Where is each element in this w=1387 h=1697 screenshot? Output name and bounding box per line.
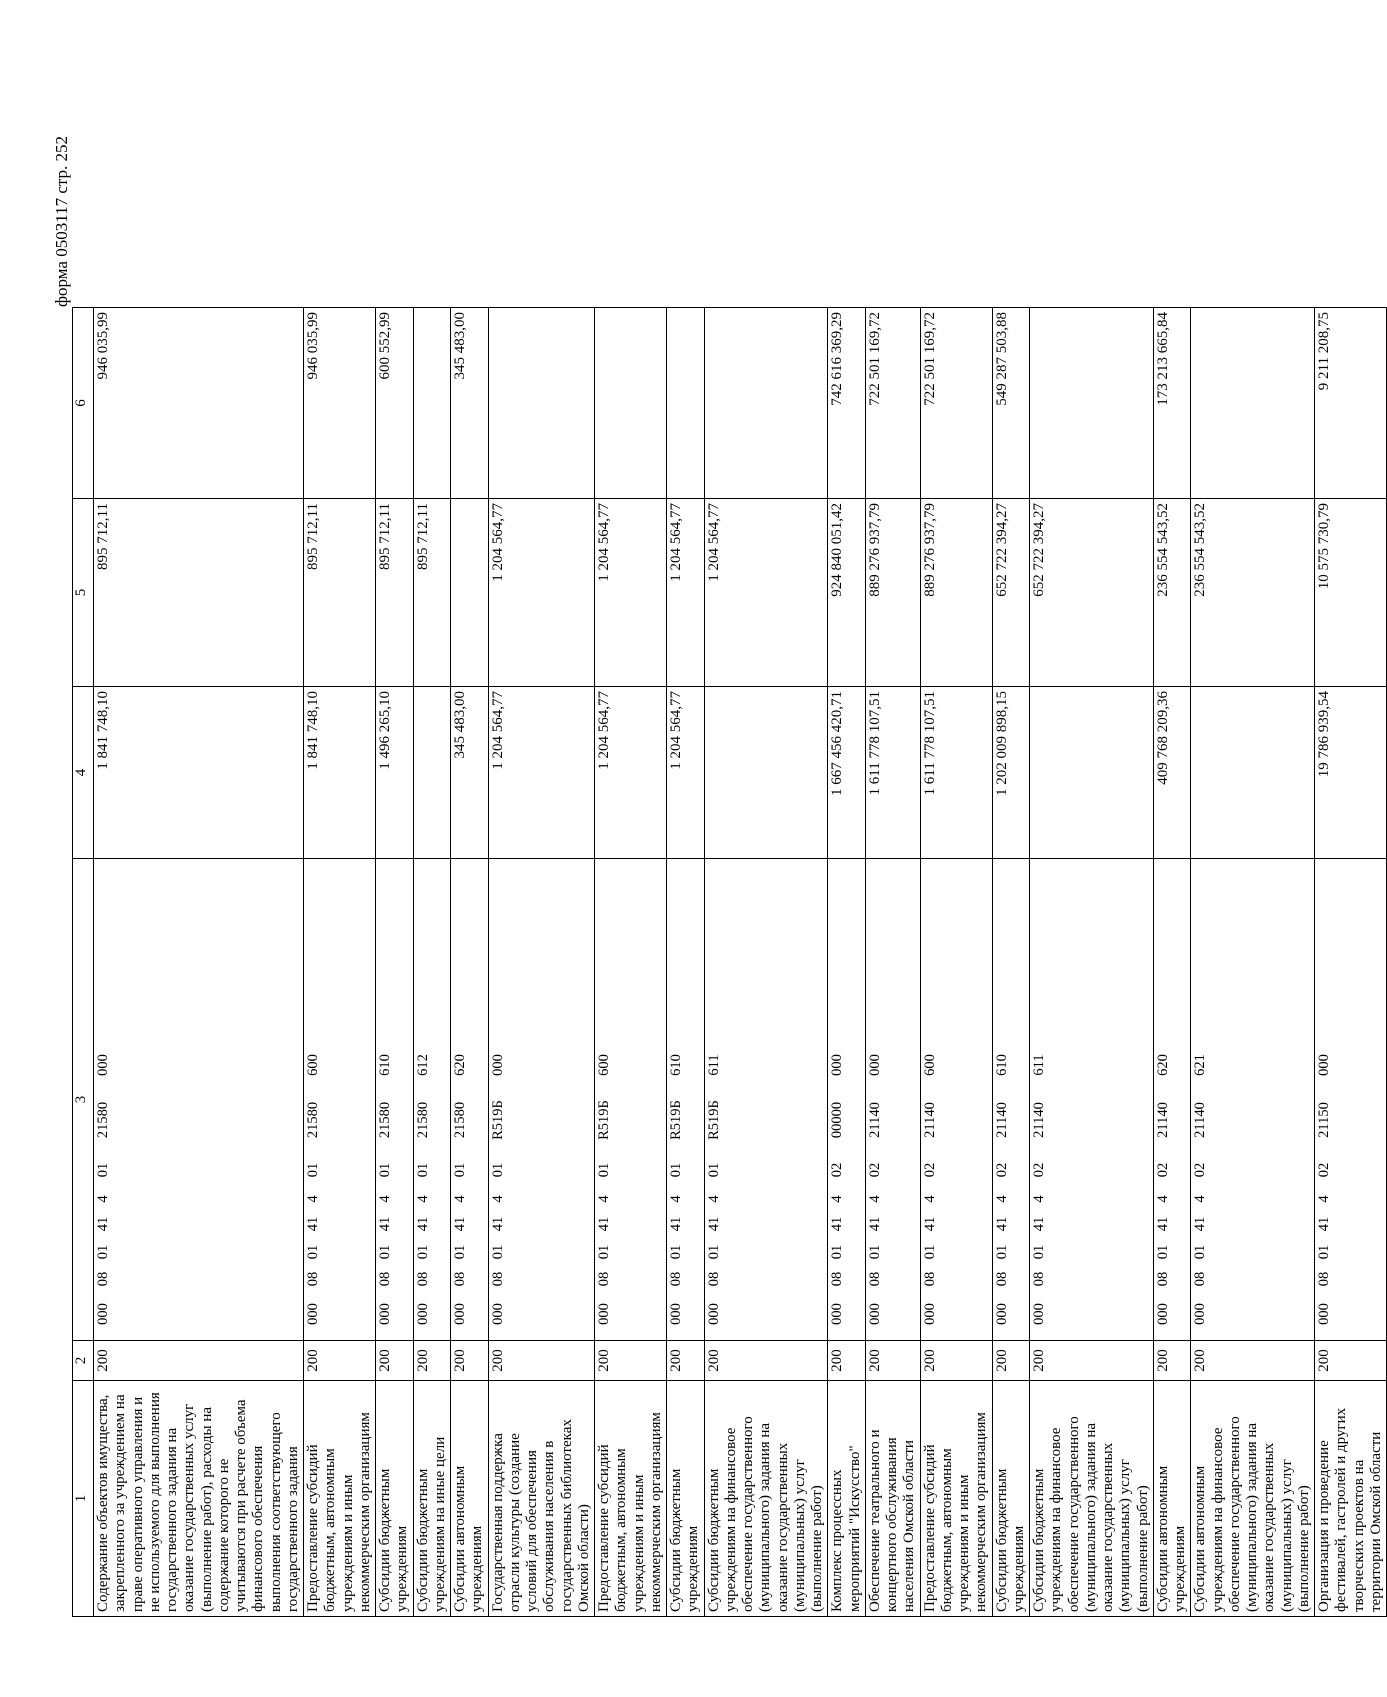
row-approved-cell: 1 667 456 420,71	[828, 687, 866, 859]
budget-code-part: 01	[668, 1244, 684, 1260]
budget-code-part: 41	[1154, 1216, 1171, 1232]
budget-code-part: 41	[95, 1216, 111, 1232]
row-unexecuted-cell: 345 483,00	[451, 308, 489, 499]
budget-code	[994, 863, 1011, 1336]
budget-code	[1192, 863, 1209, 1336]
row-unexecuted-cell: 722 501 169,72	[865, 308, 920, 499]
row-budget-code-cell	[376, 859, 414, 1341]
row-executed-cell: 895 712,11	[94, 499, 304, 687]
table-row	[1030, 308, 1154, 1617]
budget-code	[1155, 863, 1172, 1336]
budget-code-part: 000	[1316, 1303, 1332, 1325]
budget-code-part: 01	[829, 1244, 846, 1260]
row-name-cell: Предоставление субсидий бюджетным, автономным учреждениям и иным некоммерческим организациям	[595, 1381, 667, 1617]
budget-code-part: 01	[596, 1162, 612, 1178]
row-unexecuted-cell: 722 501 169,72	[920, 308, 992, 499]
row-executed-cell: 236 554 543,52	[1153, 499, 1191, 687]
row-approved-cell: 1 841 748,10	[304, 687, 376, 859]
budget-code-part: 41	[829, 1216, 846, 1232]
budget-code-part: 01	[377, 1162, 393, 1178]
budget-code-part: 01	[95, 1244, 111, 1260]
budget-code-part: 21140	[1192, 1102, 1209, 1138]
row-name-cell: Комплекс процессных мероприятий "Искусство"	[828, 1381, 866, 1617]
row-line-code-cell: 200	[94, 1341, 304, 1381]
row-approved-cell: 1 204 564,77	[488, 687, 595, 859]
budget-code-part: 08	[993, 1271, 1010, 1287]
row-unexecuted-cell: 742 616 369,29	[828, 308, 866, 499]
budget-code-part: 620	[1154, 1054, 1171, 1076]
budget-code-part: 08	[705, 1271, 722, 1287]
row-budget-code-cell	[451, 859, 489, 1341]
row-line-code-cell: 200	[1315, 1341, 1387, 1381]
budget-code-part: 4	[596, 1195, 612, 1203]
row-approved-cell: 345 483,00	[451, 687, 489, 859]
budget-code-part: 4	[305, 1195, 321, 1203]
budget-code-part: 000	[95, 1054, 111, 1076]
row-budget-code-cell	[992, 859, 1030, 1341]
budget-code-part: 4	[1316, 1195, 1332, 1203]
row-line-code-cell: 200	[704, 1341, 828, 1381]
row-line-code-cell: 200	[1030, 1341, 1154, 1381]
row-executed-cell: 236 554 543,52	[1191, 499, 1315, 687]
budget-code-part: 01	[95, 1162, 111, 1178]
budget-code-part: 08	[829, 1271, 846, 1287]
budget-code-part: 600	[596, 1054, 612, 1076]
budget-code-part: 000	[668, 1303, 684, 1325]
budget-code-part: 000	[1316, 1054, 1332, 1076]
row-budget-code-cell	[920, 859, 992, 1341]
budget-code-part: 02	[1031, 1162, 1047, 1178]
budget-code-part: 01	[452, 1244, 468, 1260]
budget-code-part: 01	[668, 1162, 684, 1178]
row-executed-cell: 895 712,11	[376, 499, 414, 687]
budget-code	[706, 863, 723, 1336]
budget-code-part: 08	[95, 1271, 111, 1287]
budget-table	[72, 307, 1387, 1617]
budget-code-part: 01	[489, 1244, 506, 1260]
budget-code-part: 01	[1316, 1244, 1332, 1260]
form-label: форма 0503117 стр. 252	[52, 136, 71, 307]
budget-code-part: 08	[305, 1271, 321, 1287]
row-unexecuted-cell	[488, 308, 595, 499]
budget-code-part: 02	[993, 1162, 1010, 1178]
budget-code-part: 01	[705, 1162, 722, 1178]
budget-code-part: 4	[829, 1195, 846, 1203]
row-executed-cell: 10 575 730,79	[1315, 499, 1387, 687]
budget-code-part: 08	[866, 1271, 883, 1287]
budget-code-part: 4	[993, 1195, 1010, 1203]
row-approved-cell	[1191, 687, 1315, 859]
row-line-code-cell: 200	[865, 1341, 920, 1381]
budget-code-part: 21580	[377, 1101, 393, 1139]
budget-code-part: 01	[1031, 1244, 1047, 1260]
row-budget-code-cell	[1191, 859, 1315, 1341]
budget-code-part: 21580	[95, 1101, 111, 1139]
budget-code-part: R519Б	[668, 1100, 684, 1140]
row-approved-cell: 1 204 564,77	[595, 687, 667, 859]
budget-code-part: R519Б	[705, 1100, 722, 1140]
budget-code-part: 21580	[414, 1101, 431, 1139]
row-budget-code-cell	[595, 859, 667, 1341]
budget-code-part: 08	[1031, 1271, 1047, 1287]
row-budget-code-cell	[704, 859, 828, 1341]
budget-code-part: 01	[414, 1162, 431, 1178]
budget-code-part: 21580	[452, 1101, 468, 1139]
row-name-cell: Субсидии бюджетным учреждениям на финансовое обеспечение государственного (муниципального) задания на оказание государственных (муниципальных) услуг (выполнение работ)	[1030, 1381, 1154, 1617]
row-executed-cell: 652 722 394,27	[992, 499, 1030, 687]
budget-code-part: 610	[668, 1054, 684, 1076]
budget-code-part: 02	[866, 1162, 883, 1178]
budget-code-part: 000	[1192, 1303, 1209, 1325]
budget-code-part: 620	[452, 1054, 468, 1076]
row-name-cell: Субсидии автономным учреждениям	[451, 1381, 489, 1617]
budget-code-part: 08	[1154, 1271, 1171, 1287]
row-budget-code-cell	[94, 859, 304, 1341]
budget-code	[867, 863, 884, 1336]
budget-code	[95, 863, 112, 1336]
table-row	[865, 308, 920, 1617]
row-budget-code-cell	[304, 859, 376, 1341]
row-unexecuted-cell	[1030, 308, 1154, 499]
row-unexecuted-cell	[413, 308, 451, 499]
row-approved-cell: 19 786 939,54	[1315, 687, 1387, 859]
budget-code-part: 21140	[993, 1102, 1010, 1138]
budget-code-part: R519Б	[596, 1100, 612, 1140]
table-row	[376, 308, 414, 1617]
column-number: 5	[73, 499, 94, 687]
row-unexecuted-cell: 9 211 208,75	[1315, 308, 1387, 499]
row-name-cell: Предоставление субсидий бюджетным, автономным учреждениям и иным некоммерческим организациям	[920, 1381, 992, 1617]
budget-code-part: 21150	[1316, 1102, 1332, 1138]
row-approved-cell	[704, 687, 828, 859]
budget-code-part: 01	[1154, 1244, 1171, 1260]
budget-code	[829, 863, 846, 1336]
budget-code-part: 21580	[305, 1101, 321, 1139]
budget-code	[1031, 863, 1048, 1336]
row-budget-code-cell	[1315, 859, 1387, 1341]
row-approved-cell: 1 611 778 107,51	[865, 687, 920, 859]
row-executed-cell: 895 712,11	[304, 499, 376, 687]
budget-code-part: 000	[489, 1303, 506, 1325]
row-approved-cell	[413, 687, 451, 859]
budget-code-part: 21140	[866, 1102, 883, 1138]
budget-code-part: 4	[377, 1195, 393, 1203]
row-unexecuted-cell: 600 552,99	[376, 308, 414, 499]
row-executed-cell: 1 204 564,77	[595, 499, 667, 687]
budget-code-part: 41	[489, 1216, 506, 1232]
budget-code-part: 000	[452, 1303, 468, 1325]
table-row	[1191, 308, 1315, 1617]
row-line-code-cell: 200	[376, 1341, 414, 1381]
budget-code-part: 610	[993, 1054, 1010, 1076]
budget-code	[922, 863, 939, 1336]
row-line-code-cell: 200	[1191, 1341, 1315, 1381]
budget-code-part: 41	[668, 1216, 684, 1232]
budget-code-part: 08	[489, 1271, 506, 1287]
budget-code-part: 4	[1154, 1195, 1171, 1203]
budget-code-part: 000	[377, 1303, 393, 1325]
budget-code-part: 08	[414, 1271, 431, 1287]
table-row	[488, 308, 595, 1617]
row-name-cell: Субсидии автономным учреждениям	[1153, 1381, 1191, 1617]
row-executed-cell: 1 204 564,77	[704, 499, 828, 687]
row-approved-cell: 1 496 265,10	[376, 687, 414, 859]
row-name-cell: Субсидии бюджетным учреждениям	[992, 1381, 1030, 1617]
row-line-code-cell: 200	[413, 1341, 451, 1381]
budget-code-part: 611	[1031, 1054, 1047, 1076]
table-row	[304, 308, 376, 1617]
budget-code	[596, 863, 613, 1336]
budget-code-part: 4	[668, 1195, 684, 1203]
row-name-cell: Субсидии бюджетным учреждениям на финансовое обеспечение государственного (муниципального) задания на оказание государственных (муниципальных) услуг (выполнение работ)	[704, 1381, 828, 1617]
budget-code-part: 000	[866, 1054, 883, 1076]
row-unexecuted-cell	[595, 308, 667, 499]
budget-code-part: 000	[305, 1303, 321, 1325]
row-name-cell: Содержание объектов имущества, закрепленного за учреждением на праве оперативного управления и не используемого для выполнения государственного задания на оказание государственных услуг (выполнение работ), расходы на содержание которого не учитываются при расчете объема финансового обеспечения выполнения соответствующего государственного задания	[94, 1381, 304, 1617]
column-number-row	[73, 308, 94, 1617]
budget-code-part: 611	[705, 1054, 722, 1076]
table-row	[1153, 308, 1191, 1617]
row-name-cell: Обеспечение театрального и концертного обслуживания населения Омской области	[865, 1381, 920, 1617]
row-name-cell: Субсидии бюджетным учреждениям	[667, 1381, 705, 1617]
budget-code-part: 01	[921, 1244, 938, 1260]
row-executed-cell: 652 722 394,27	[1030, 499, 1154, 687]
row-budget-code-cell	[1030, 859, 1154, 1341]
budget-code-part: 08	[452, 1271, 468, 1287]
budget-code-part: 02	[829, 1162, 846, 1178]
budget-code-part: 01	[305, 1244, 321, 1260]
budget-code	[452, 863, 469, 1336]
budget-code-part: 41	[1192, 1216, 1209, 1232]
row-budget-code-cell	[413, 859, 451, 1341]
row-unexecuted-cell: 946 035,99	[94, 308, 304, 499]
budget-code-part: 01	[993, 1244, 1010, 1260]
budget-code-part: 01	[305, 1162, 321, 1178]
budget-code-part: 02	[1316, 1162, 1332, 1178]
budget-code-part: 02	[1154, 1162, 1171, 1178]
budget-code-part: 01	[596, 1244, 612, 1260]
row-unexecuted-cell: 549 287 503,88	[992, 308, 1030, 499]
row-name-cell: Государственная поддержка отрасли культуры (создание условий для обеспечения обслуживания населения в государственных библиотеках Омской области)	[488, 1381, 595, 1617]
budget-code-part: 000	[866, 1303, 883, 1325]
column-number: 1	[73, 1381, 94, 1617]
row-approved-cell: 1 841 748,10	[94, 687, 304, 859]
budget-code-part: 4	[489, 1195, 506, 1203]
budget-code-part: 4	[866, 1195, 883, 1203]
budget-code-part: 01	[377, 1244, 393, 1260]
budget-code-part: 621	[1192, 1054, 1209, 1076]
budget-code-part: 08	[921, 1271, 938, 1287]
table-row	[1315, 308, 1387, 1617]
row-line-code-cell: 200	[304, 1341, 376, 1381]
row-executed-cell: 1 204 564,77	[488, 499, 595, 687]
budget-code-part: R519Б	[489, 1100, 506, 1140]
budget-code-part: 21140	[921, 1102, 938, 1138]
column-number: 6	[73, 308, 94, 499]
row-line-code-cell: 200	[451, 1341, 489, 1381]
column-number: 3	[73, 859, 94, 1341]
budget-code-part: 41	[305, 1216, 321, 1232]
row-approved-cell: 1 204 564,77	[667, 687, 705, 859]
budget-code	[305, 863, 322, 1336]
budget-code-part: 08	[1316, 1271, 1332, 1287]
row-budget-code-cell	[828, 859, 866, 1341]
budget-code-part: 000	[993, 1303, 1010, 1325]
row-line-code-cell: 200	[488, 1341, 595, 1381]
budget-code-part: 000	[705, 1303, 722, 1325]
row-approved-cell	[1030, 687, 1154, 859]
budget-code-part: 000	[95, 1303, 111, 1325]
budget-code-part: 41	[414, 1216, 431, 1232]
row-executed-cell: 889 276 937,79	[920, 499, 992, 687]
budget-code-part: 01	[1192, 1244, 1209, 1260]
budget-code-part: 41	[1031, 1216, 1047, 1232]
budget-code-part: 41	[866, 1216, 883, 1232]
budget-code-part: 000	[829, 1054, 846, 1076]
row-budget-code-cell	[865, 859, 920, 1341]
budget-code-part: 4	[921, 1195, 938, 1203]
row-line-code-cell: 200	[920, 1341, 992, 1381]
budget-code-part: 000	[829, 1303, 846, 1325]
budget-code-part: 000	[489, 1054, 506, 1076]
row-name-cell: Предоставление субсидий бюджетным, автономным учреждениям и иным некоммерческим организациям	[304, 1381, 376, 1617]
row-executed-cell: 895 712,11	[413, 499, 451, 687]
row-unexecuted-cell: 173 213 665,84	[1153, 308, 1191, 499]
budget-code-part: 4	[95, 1195, 111, 1203]
budget-code-part: 41	[596, 1216, 612, 1232]
budget-code-part: 00000	[829, 1101, 846, 1139]
row-unexecuted-cell	[704, 308, 828, 499]
budget-code-part: 01	[705, 1244, 722, 1260]
budget-code	[377, 863, 394, 1336]
table-body	[94, 308, 1387, 1617]
budget-code-part: 02	[1192, 1162, 1209, 1178]
budget-code-part: 41	[377, 1216, 393, 1232]
row-approved-cell: 1 202 009 898,15	[992, 687, 1030, 859]
budget-code-part: 000	[1031, 1303, 1047, 1325]
table-row	[828, 308, 866, 1617]
row-name-cell: Субсидии автономным учреждениям на финансовое обеспечение государственного (муниципального) задания на оказание государственных (муниципальных) услуг (выполнение работ)	[1191, 1381, 1315, 1617]
row-name-cell: Субсидии бюджетным учреждениям на иные цели	[413, 1381, 451, 1617]
budget-code-part: 612	[414, 1054, 431, 1076]
budget-code-part: 41	[705, 1216, 722, 1232]
budget-code-part: 08	[596, 1271, 612, 1287]
row-unexecuted-cell	[667, 308, 705, 499]
row-unexecuted-cell	[1191, 308, 1315, 499]
row-line-code-cell: 200	[1153, 1341, 1191, 1381]
row-line-code-cell: 200	[595, 1341, 667, 1381]
budget-code-part: 08	[668, 1271, 684, 1287]
budget-code-part: 01	[866, 1244, 883, 1260]
budget-code-part: 41	[1316, 1216, 1332, 1232]
budget-code	[490, 863, 507, 1336]
row-name-cell: Субсидии бюджетным учреждениям	[376, 1381, 414, 1617]
budget-code-part: 000	[921, 1303, 938, 1325]
row-executed-cell	[451, 499, 489, 687]
budget-code-part: 41	[452, 1216, 468, 1232]
budget-code-part: 600	[921, 1054, 938, 1076]
budget-code-part: 01	[414, 1244, 431, 1260]
table-row	[595, 308, 667, 1617]
budget-code-part: 600	[305, 1054, 321, 1076]
row-budget-code-cell	[1153, 859, 1191, 1341]
row-budget-code-cell	[667, 859, 705, 1341]
row-executed-cell: 1 204 564,77	[667, 499, 705, 687]
budget-code-part: 02	[921, 1162, 938, 1178]
budget-code-part: 4	[1192, 1195, 1209, 1203]
table-row	[413, 308, 451, 1617]
budget-code-part: 000	[1154, 1303, 1171, 1325]
budget-code-part: 01	[452, 1162, 468, 1178]
budget-code-part: 21140	[1154, 1102, 1171, 1138]
column-number: 2	[73, 1341, 94, 1381]
table-row	[920, 308, 992, 1617]
budget-code-part: 4	[452, 1195, 468, 1203]
budget-code-part: 610	[377, 1054, 393, 1076]
row-name-cell: Организация и проведение фестивалей, гастролей и других творческих проектов на территории Омской области	[1315, 1381, 1387, 1617]
budget-code-part: 01	[489, 1162, 506, 1178]
budget-code	[1316, 863, 1333, 1336]
table-row	[992, 308, 1030, 1617]
budget-code-part: 08	[377, 1271, 393, 1287]
budget-code-part: 21140	[1031, 1102, 1047, 1138]
budget-code-part: 41	[921, 1216, 938, 1232]
row-budget-code-cell	[488, 859, 595, 1341]
budget-code	[668, 863, 685, 1336]
row-executed-cell: 924 840 051,42	[828, 499, 866, 687]
table-row	[94, 308, 304, 1617]
row-line-code-cell: 200	[667, 1341, 705, 1381]
table-row	[667, 308, 705, 1617]
row-approved-cell: 1 611 778 107,51	[920, 687, 992, 859]
table-row	[704, 308, 828, 1617]
budget-code-part: 000	[596, 1303, 612, 1325]
budget-code-part: 4	[705, 1195, 722, 1203]
budget-code	[415, 863, 432, 1336]
budget-code-part: 08	[1192, 1271, 1209, 1287]
row-executed-cell: 889 276 937,79	[865, 499, 920, 687]
row-unexecuted-cell: 946 035,99	[304, 308, 376, 499]
budget-code-part: 000	[414, 1303, 431, 1325]
table-row	[451, 308, 489, 1617]
column-number: 4	[73, 687, 94, 859]
row-line-code-cell: 200	[828, 1341, 866, 1381]
budget-code-part: 4	[414, 1195, 431, 1203]
budget-code-part: 4	[1031, 1195, 1047, 1203]
row-approved-cell: 409 768 209,36	[1153, 687, 1191, 859]
budget-code-part: 41	[993, 1216, 1010, 1232]
row-line-code-cell: 200	[992, 1341, 1030, 1381]
